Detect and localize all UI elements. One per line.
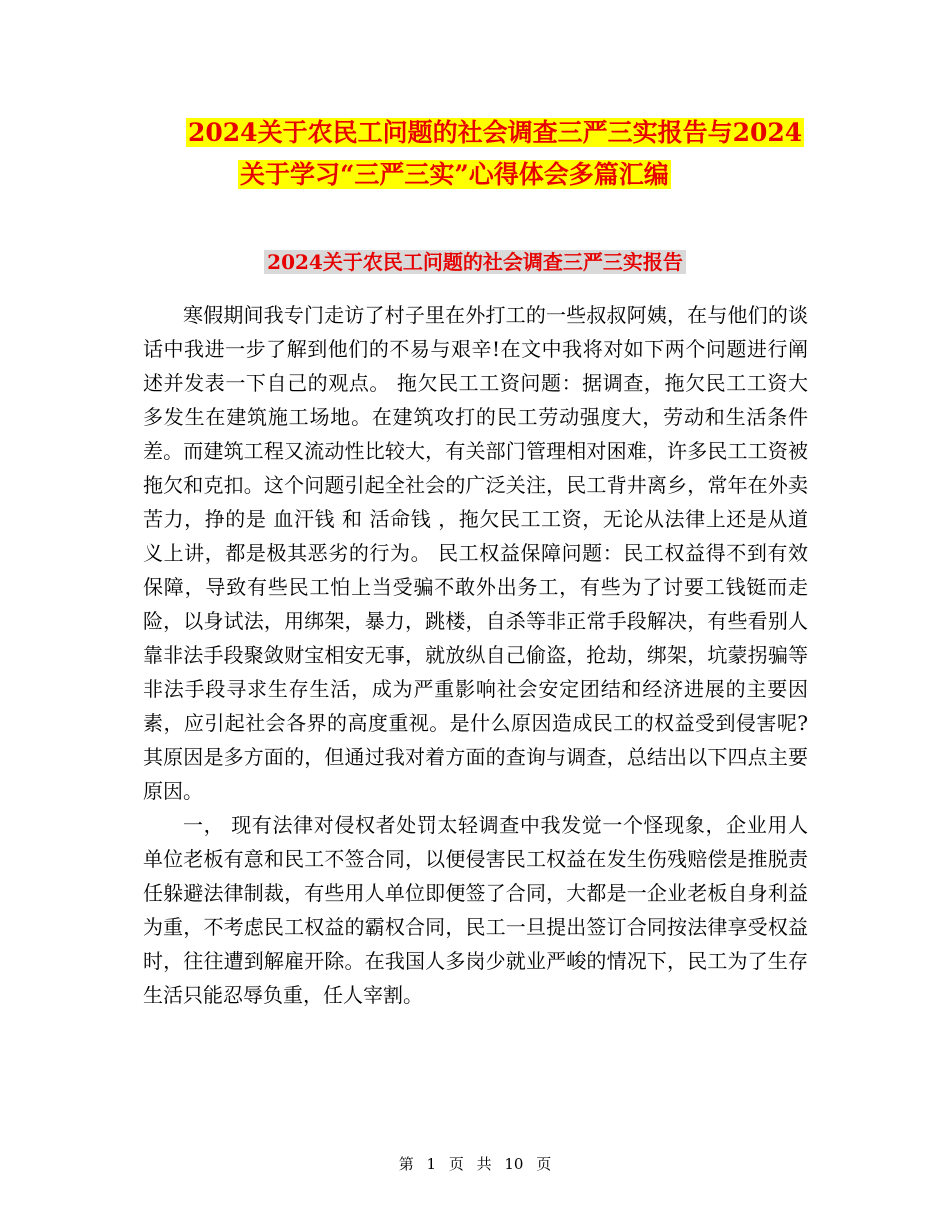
section-heading-text: 2024关于农民工问题的社会调查三严三实报告 [264, 250, 686, 274]
paragraph-1: 寒假期间我专门走访了村子里在外打工的一些叔叔阿姨，在与他们的谈话中我进一步了解到他们的不易与艰辛!在文中我将对如下两个问题进行阐述并发表一下自己的观点。 拖欠民工工资问题：据调查，拖欠民工工资大多发生在建筑施工场地。在建筑攻打的民工劳动强度大，劳动和生活条件差。而建筑工程又流动性比较大，有关部门管理相对困难，许多民工工资被拖欠和克扣。这个问题引起全社会的广泛关注，民工背井离乡，常年在外卖苦力，挣的是 血汗钱 和 活命钱 ，拖欠民工工资，无论从法律上还是从道义上讲，都是极其恶劣的行为。 民工权益保障问题：民工权益得不到有效保障，导致有些民工怕上当受骗不敢外出务工，有些为了讨要工钱铤而走险，以身试法，用绑架，暴力，跳楼，自杀等非正常手段解决，有些看别人靠非法手段聚敛财宝相安无事，就放纵自己偷盗，抢劫，绑架，坑蒙拐骗等非法手段寻求生存生活，成为严重影响社会安定团结和经济进展的主要因素，应引起社会各界的高度重视。是什么原因造成民工的权益受到侵害呢? 其原因是多方面的，但通过我对着方面的查询与调查，总结出以下四点主要原因。 [143, 303, 808, 803]
section-heading [0, 245, 950, 279]
title-line-1: 2024关于农民工问题的社会调查三严三实报告与2024 [188, 118, 803, 147]
body-text [143, 298, 808, 1012]
page-footer: 第 1 页 共 10 页 [398, 1155, 552, 1173]
document-title [150, 112, 830, 196]
paragraph-2: 一， 现有法律对侵权者处罚太轻调查中我发觉一个怪现象，企业用人单位老板有意和民工不签合同，以便侵害民工权益在发生伤残赔偿是推脱责任躲避法律制裁，有些用人单位即便签了合同，大都是一企业老板自身利益为重，不考虑民工权益的霸权合同，民工一旦提出签订合同按法律享受权益时，往往遭到解雇开除。在我国人多岗少就业严峻的情况下，民工为了生存生活只能忍辱负重，任人宰割。 [143, 813, 808, 1007]
title-line-2: 关于学习“三严三实”心得体会多篇汇编 [240, 160, 669, 189]
